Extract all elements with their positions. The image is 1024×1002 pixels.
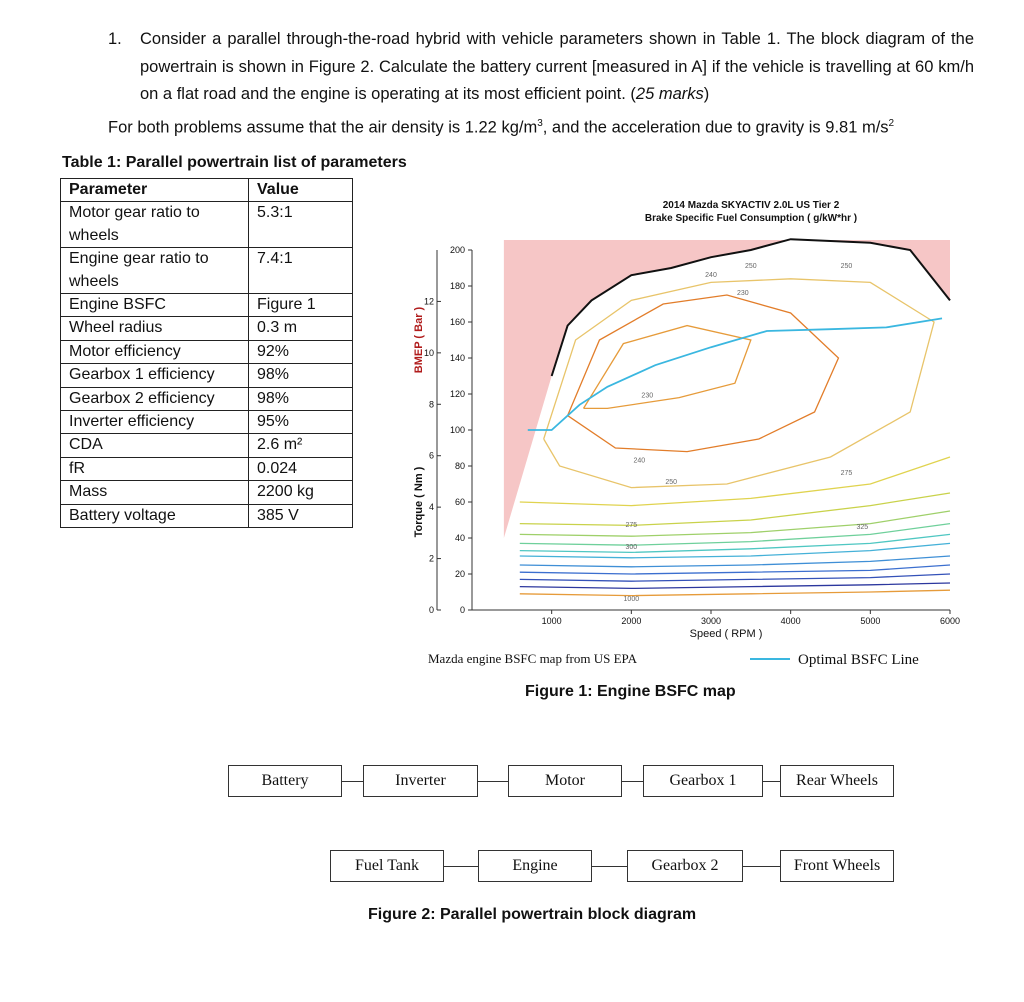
parameter-cell: Battery voltage xyxy=(61,504,249,527)
value-cell: 2.6 m² xyxy=(249,434,353,457)
wot-region xyxy=(504,239,950,538)
x-tick-label: 3000 xyxy=(700,616,722,626)
value-cell: 92% xyxy=(249,340,353,363)
marks: 25 marks xyxy=(635,85,704,103)
table-row xyxy=(61,294,353,317)
table-row xyxy=(61,340,353,363)
chart-title: 2014 Mazda SKYACTIV 2.0L US Tier 2 xyxy=(662,200,840,211)
gearbox2-block: Gearbox 2 xyxy=(627,850,743,882)
x-tick-label: 4000 xyxy=(780,616,801,626)
table-row xyxy=(61,504,353,527)
value-cell: 2200 kg xyxy=(249,481,353,504)
contour-label: 250 xyxy=(665,479,678,486)
contour-label: 230 xyxy=(641,392,654,400)
parameter-cell: fR xyxy=(61,457,249,480)
value-cell: 0.3 m xyxy=(249,317,353,340)
x-tick-label: 1000 xyxy=(541,616,562,626)
bsfc-contour xyxy=(520,493,950,525)
rear-wheels-block: Rear Wheels xyxy=(780,765,894,797)
parameter-cell: Engine BSFC xyxy=(61,294,249,317)
parameter-cell: Motor efficiency xyxy=(61,340,249,363)
chart-subtitle: Brake Specific Fuel Consumption ( g/kW*hr ) xyxy=(644,213,858,224)
question-text: Consider a parallel through-the-road hybrid with vehicle parameters shown in Table 1. The block diagram of the powertrain is shown in Figure 2. Calculate the battery current [measured in A] if the vehicle is travelling at 60 km/h on a flat road and the engine is operating at its most efficient point. (25 marks) xyxy=(140,30,974,103)
battery-block: Battery xyxy=(228,765,342,797)
bsfc-contour xyxy=(520,590,950,595)
question-block xyxy=(108,26,974,109)
figure2-caption: Figure 2: Parallel powertrain block diagram xyxy=(368,906,697,923)
contour-label: 275 xyxy=(840,470,853,477)
parameter-cell: Gearbox 1 efficiency xyxy=(61,364,249,387)
contour-label: 300 xyxy=(625,543,638,551)
header-parameter: Parameter xyxy=(61,179,249,202)
x-tick-label: 2000 xyxy=(621,616,642,626)
table-row xyxy=(61,202,353,248)
parameter-cell: Wheel radius xyxy=(61,317,249,340)
contour-label: 230 xyxy=(737,290,749,297)
optimal-bsfc-line xyxy=(528,318,942,430)
engine-block: Engine xyxy=(478,850,592,882)
bmep-tick-label: 8 xyxy=(428,399,434,410)
x-axis-label: Speed ( RPM ) xyxy=(689,628,763,640)
parameter-cell: Mass xyxy=(61,481,249,504)
bmep-axis-label: BMEP ( Bar ) xyxy=(413,306,425,374)
table-row xyxy=(61,387,353,410)
legend-label: Optimal BSFC Line xyxy=(798,652,919,668)
contour-label: 250 xyxy=(840,263,853,270)
header-value: Value xyxy=(249,179,353,202)
connector-line xyxy=(477,781,508,782)
value-cell: 98% xyxy=(249,364,353,387)
bsfc-contour xyxy=(520,543,950,557)
torque-tick-label: 200 xyxy=(449,245,465,255)
gearbox1-block: Gearbox 1 xyxy=(643,765,763,797)
table-row xyxy=(61,481,353,504)
torque-tick-label: 140 xyxy=(449,353,465,363)
bsfc-contour xyxy=(520,574,950,581)
table-row xyxy=(61,411,353,434)
assumption-text: For both problems assume that the air density is 1.22 $kg/m^3$, and the acceleration due to gravity is 9.81 $m/s^2$ xyxy=(108,118,895,137)
inverter-block: Inverter xyxy=(363,765,478,797)
contour-label: 240 xyxy=(705,272,717,279)
table-row xyxy=(61,364,353,387)
contour-label: 250 xyxy=(744,263,757,270)
parameter-cell: Gearbox 2 efficiency xyxy=(61,387,249,410)
value-cell: 5.3:1 xyxy=(249,202,353,248)
connector-line xyxy=(591,866,627,867)
torque-tick-label: 100 xyxy=(449,425,465,435)
value-cell: 0.024 xyxy=(249,457,353,480)
value-cell: 7.4:1 xyxy=(249,248,353,294)
bsfc-contour xyxy=(584,326,751,409)
bmep-tick-label: 6 xyxy=(428,450,434,461)
x-tick-label: 5000 xyxy=(860,616,881,626)
question-number: 1. xyxy=(108,30,122,48)
table-header-row xyxy=(61,179,353,202)
bmep-tick-label: 10 xyxy=(423,347,434,358)
parameter-cell: CDA xyxy=(61,434,249,457)
connector-line xyxy=(443,866,478,867)
bmep-tick-label: 0 xyxy=(428,605,434,615)
table-row xyxy=(61,248,353,294)
bsfc-contour xyxy=(544,279,934,488)
torque-tick-label: 0 xyxy=(459,605,465,615)
parameter-cell: Motor gear ratio to wheels xyxy=(61,202,249,248)
torque-tick-label: 160 xyxy=(449,317,465,327)
bsfc-contour xyxy=(520,583,950,588)
table-title: Table 1: Parallel powertrain list of parameters xyxy=(62,154,407,171)
contour-label: 325 xyxy=(856,524,869,531)
torque-tick-label: 180 xyxy=(449,281,465,291)
torque-tick-label: 80 xyxy=(454,461,465,471)
connector-line xyxy=(621,781,643,782)
torque-axis-label: Torque ( Nm ) xyxy=(413,466,425,538)
table-row xyxy=(61,457,353,480)
value-cell: 385 V xyxy=(249,504,353,527)
connector-line xyxy=(742,866,780,867)
torque-tick-label: 40 xyxy=(454,533,465,543)
fuel-tank-block: Fuel Tank xyxy=(330,850,444,882)
torque-tick-label: 20 xyxy=(454,569,465,579)
figure1-caption: Figure 1: Engine BSFC map xyxy=(525,683,736,700)
bmep-tick-label: 4 xyxy=(428,502,434,513)
torque-tick-label: 60 xyxy=(454,497,465,507)
torque-tick-label: 120 xyxy=(449,389,465,399)
parameters-table xyxy=(60,178,353,528)
connector-line xyxy=(341,781,363,782)
front-wheels-block: Front Wheels xyxy=(780,850,894,882)
motor-block: Motor xyxy=(508,765,622,797)
value-cell: Figure 1 xyxy=(249,294,353,317)
bmep-tick-label: 2 xyxy=(428,553,434,564)
bmep-tick-label: 12 xyxy=(423,296,434,307)
bsfc-contour xyxy=(568,295,839,452)
contour-label: 240 xyxy=(633,457,646,465)
value-cell: 98% xyxy=(249,387,353,410)
connector-line xyxy=(762,781,780,782)
value-cell: 95% xyxy=(249,411,353,434)
table-row xyxy=(61,434,353,457)
bsfc-chart xyxy=(400,190,960,680)
contour-label: 1000 xyxy=(623,596,640,603)
x-tick-label: 6000 xyxy=(939,616,960,626)
table-row xyxy=(61,317,353,340)
parameter-cell: Engine gear ratio to wheels xyxy=(61,248,249,294)
contour-label: 275 xyxy=(625,522,638,530)
source-note: Mazda engine BSFC map from US EPA xyxy=(428,651,637,666)
parameter-cell: Inverter efficiency xyxy=(61,411,249,434)
